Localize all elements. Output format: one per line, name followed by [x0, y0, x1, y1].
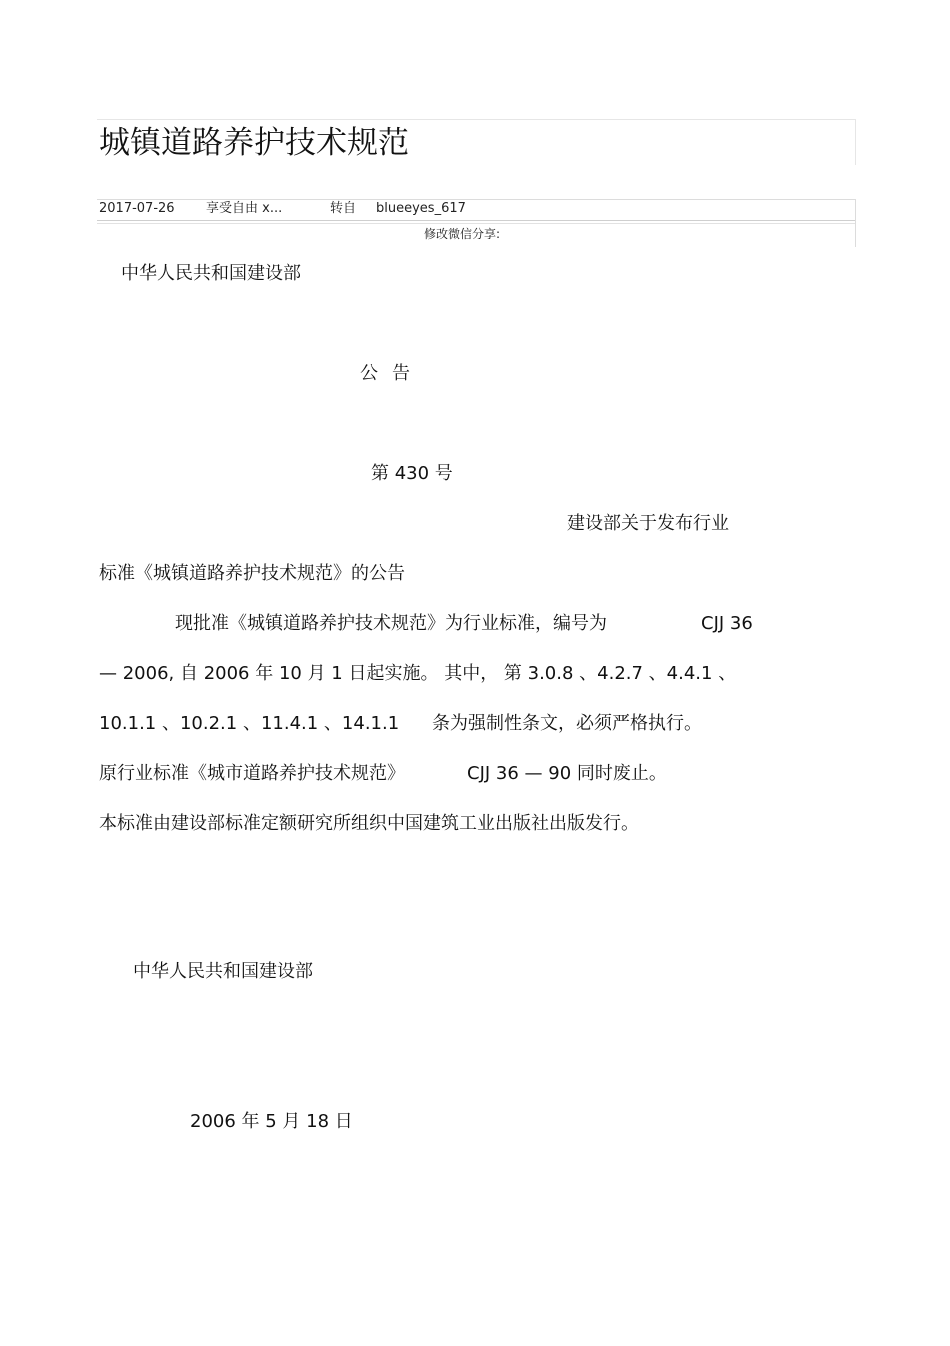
- title-divider-right: [855, 119, 856, 165]
- notice-number: 第 430 号: [371, 463, 453, 484]
- paragraph-line-4-code: CJJ 36 — 90 同时废止。: [467, 763, 667, 784]
- paragraph-line-3-text: 条为强制性条文，必须严格执行。: [432, 713, 702, 734]
- wechat-share-link[interactable]: 修改微信分享:: [424, 227, 501, 241]
- issuer-name: 中华人民共和国建设部: [121, 263, 301, 284]
- repost-label: 转自: [330, 201, 357, 216]
- notice-heading-line-2: 标准《城镇道路养护技术规范》的公告: [99, 563, 405, 584]
- post-date: 2017-07-26: [99, 201, 175, 216]
- paragraph-line-3-clauses: 10.1.1 、10.2.1 、11.4.1 、14.1.1: [99, 713, 400, 734]
- paragraph-line-5: 本标准由建设部标准定额研究所组织中国建筑工业出版社出版发行。: [99, 813, 639, 834]
- meta-divider-right: [855, 199, 856, 247]
- notice-title: 公告: [360, 363, 424, 384]
- paragraph-line-4-text: 原行业标准《城市道路养护技术规范》: [99, 763, 405, 784]
- paragraph-line-1-code: CJJ 36: [701, 613, 753, 634]
- repost-user-link[interactable]: blueeyes_617: [376, 201, 466, 216]
- title-divider-top: [97, 119, 855, 120]
- page-title: 城镇道路养护技术规范: [99, 125, 409, 161]
- signature-issuer: 中华人民共和国建设部: [133, 961, 313, 982]
- meta-divider-bottom-secondary: [97, 223, 855, 224]
- meta-divider-bottom: [97, 220, 855, 221]
- paragraph-line-1-text: 现批准《城镇道路养护技术规范》为行业标准，编号为: [175, 613, 607, 634]
- paragraph-line-2: — 2006, 自 2006 年 10 月 1 日起实施。 其中， 第 3.0.8 、4.2.7 、4.4.1 、: [99, 663, 737, 684]
- signature-date: 2006 年 5 月 18 日: [190, 1111, 353, 1132]
- notice-heading-line-1: 建设部关于发布行业: [567, 513, 729, 534]
- author-link[interactable]: 享受自由 x...: [206, 201, 283, 216]
